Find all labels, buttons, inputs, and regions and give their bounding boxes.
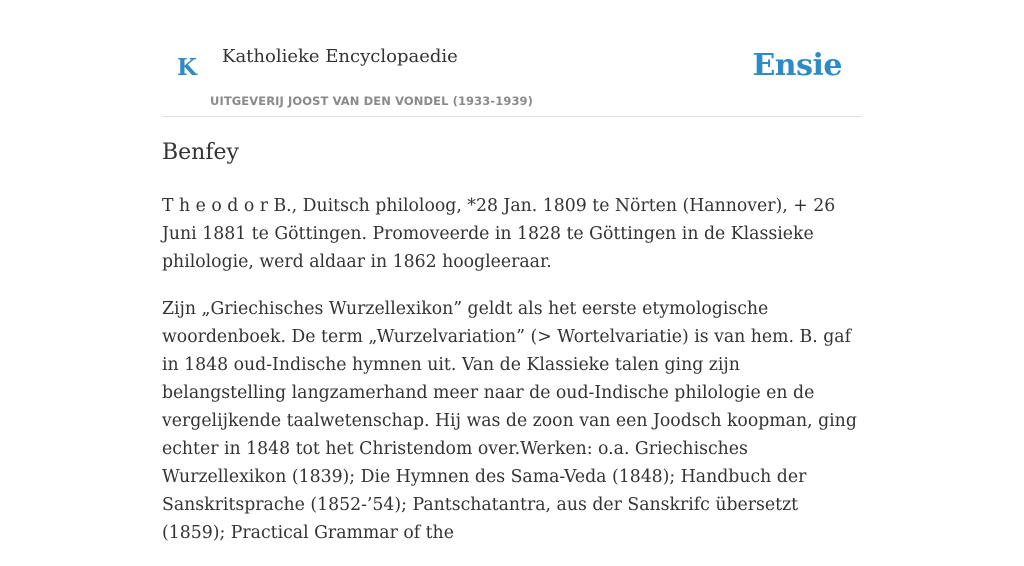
- article-paragraph: Zijn „Griechisches Wurzellexikon” geldt als het eerste etymologische woordenboek. De term „Wurzelvariation” (> Wortelvariatie) is van hem. B. gaf in 1848 oud-Indische hymnen uit. Van de Klassieke talen ging zijn belangstelling langzamerhand meer naar de oud-Indische philologie en de vergelijkende taalwetenschap. Hij was de zoon van een Joodsch koopman, ging echter in 1848 tot het Christendom over.Werken: o.a. Griechisches Wurzellexikon (1839); Die Hymnen des Sama-Veda (1848); Handbuch der Sanskritsprache (1852-’54); Pantschatantra, aus der Sanskrifc übersetzt (1859); Practical Grammar of the: [162, 299, 857, 543]
- encyclopedia-logo[interactable]: K: [177, 54, 197, 81]
- book-title[interactable]: Katholieke Encyclopaedie: [222, 46, 458, 67]
- publisher-label: UITGEVERIJ JOOST VAN DEN VONDEL (1933-1939): [210, 94, 533, 108]
- site-header: [162, 0, 862, 117]
- article-title: Benfey: [162, 140, 239, 165]
- article-body: [162, 192, 864, 566]
- ensie-brand-logo[interactable]: Ensie: [752, 48, 842, 83]
- article-paragraph: T h e o d o r B., Duitsch philoloog, *28 Jan. 1809 te Nörten (Hannover), + 26 Juni 1881 te Göttingen. Promoveerde in 1828 te Göttingen in de Klassieke philologie, werd aldaar in 1862 hoogleeraar.: [162, 196, 836, 272]
